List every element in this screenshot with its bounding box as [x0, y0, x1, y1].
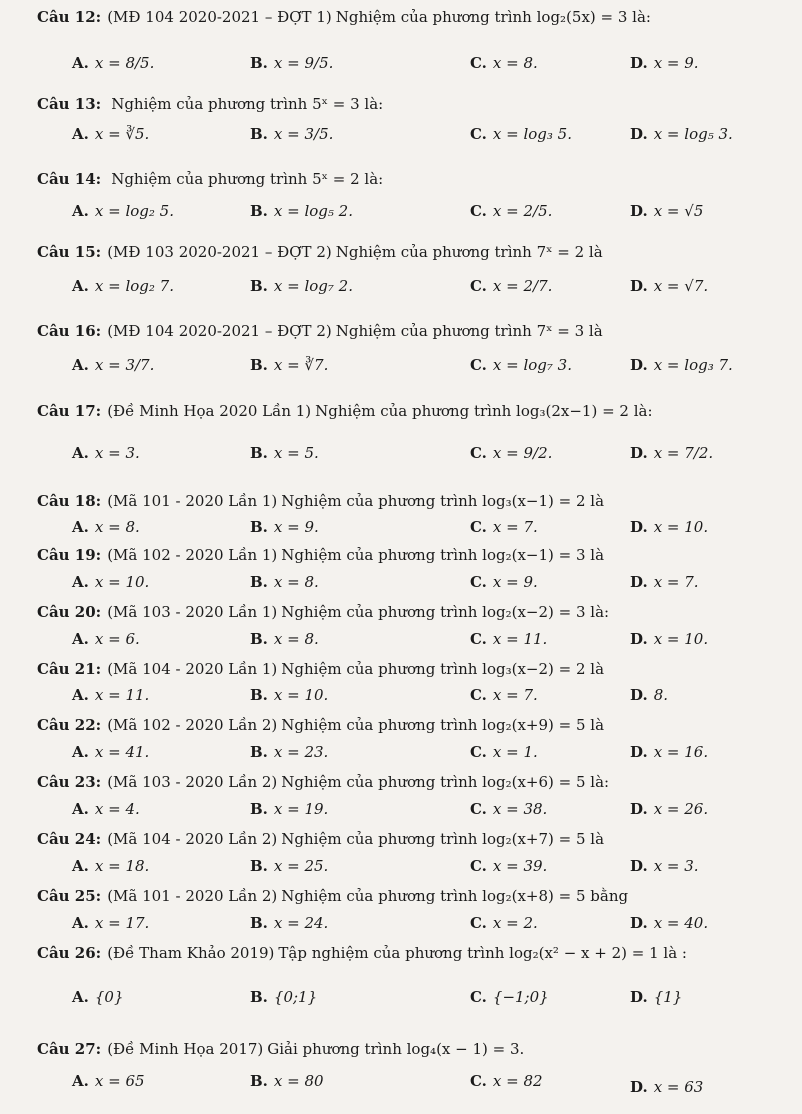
- option-b: B. x = 19.: [250, 800, 329, 818]
- question-number: Câu 23:: [37, 773, 102, 791]
- option-a: A. x = 65: [72, 1072, 145, 1090]
- option-d: D. x = 10.: [630, 630, 709, 648]
- option-a: A. x = ∛5.: [72, 125, 150, 143]
- option-c: C. x = 7.: [470, 518, 538, 536]
- option-c: C. x = 9/2.: [470, 444, 553, 462]
- question-number: Câu 25:: [37, 887, 102, 905]
- option-d: D. x = 9.: [630, 54, 699, 72]
- option-d: D. x = log₅ 3.: [630, 125, 733, 143]
- question-text: Nghiệm của phương trình 5ˣ = 2 là:: [111, 170, 384, 188]
- question-13: [0, 95, 802, 165]
- option-d: D. x = 3.: [630, 857, 699, 875]
- option-a: A. x = 4.: [72, 800, 140, 818]
- option-a: A. x = log₂ 5.: [72, 202, 174, 220]
- question-number: Câu 19:: [37, 546, 102, 564]
- option-c: C. x = 2/7.: [470, 277, 553, 295]
- option-c: C. x = log₃ 5.: [470, 125, 572, 143]
- option-b: B. x = 80: [250, 1072, 324, 1090]
- option-c: C. x = 39.: [470, 857, 548, 875]
- question-number: Câu 13:: [37, 95, 102, 113]
- option-b: B. x = 10.: [250, 686, 329, 704]
- question-number: Câu 21:: [37, 660, 102, 678]
- option-a: A. x = 10.: [72, 573, 150, 591]
- question-number: Câu 16:: [37, 322, 102, 340]
- option-c: C. x = 8.: [470, 54, 538, 72]
- option-c: C. x = 1.: [470, 743, 538, 761]
- option-b: B. x = 3/5.: [250, 125, 334, 143]
- option-c: C. x = 38.: [470, 800, 548, 818]
- question-17: [0, 402, 802, 472]
- option-d: D. x = 16.: [630, 743, 709, 761]
- option-b: B. {0;1}: [250, 988, 318, 1006]
- option-d: D. x = 40.: [630, 914, 709, 932]
- option-b: B. x = ∛7.: [250, 356, 329, 374]
- question-text: Giải phương trình log₄(x − 1) = 3.: [267, 1040, 525, 1058]
- question-source: (Mã 102 - 2020 Lần 1): [107, 546, 278, 564]
- question-source: (Mã 101 - 2020 Lần 1): [107, 492, 278, 510]
- question-number: Câu 20:: [37, 603, 102, 621]
- question-source: (Đề Tham Khảo 2019): [107, 944, 275, 962]
- option-a: A. x = 17.: [72, 914, 150, 932]
- question-16: [0, 322, 802, 392]
- option-b: B. x = 23.: [250, 743, 329, 761]
- question-text: Nghiệm của phương trình log₂(5x) = 3 là:: [335, 8, 651, 26]
- question-source: (Mã 101 - 2020 Lần 2): [107, 887, 278, 905]
- question-number: Câu 15:: [37, 243, 102, 261]
- question-text: Nghiệm của phương trình log₂(x+6) = 5 là:: [281, 773, 610, 791]
- option-b: B. x = 8.: [250, 630, 319, 648]
- question-15: [0, 243, 802, 313]
- question-text: Nghiệm của phương trình log₂(x−2) = 3 là:: [281, 603, 610, 621]
- option-a: A. x = 8.: [72, 518, 140, 536]
- option-d: D. x = 7/2.: [630, 444, 714, 462]
- question-text: Nghiệm của phương trình log₂(x+7) = 5 là: [281, 830, 605, 848]
- option-b: B. x = log₇ 2.: [250, 277, 353, 295]
- option-b: B. x = 9/5.: [250, 54, 334, 72]
- option-b: B. x = 5.: [250, 444, 319, 462]
- option-b: B. x = 25.: [250, 857, 329, 875]
- question-text: Nghiệm của phương trình 5ˣ = 3 là:: [111, 95, 384, 113]
- question-source: (Mã 103 - 2020 Lần 2): [107, 773, 278, 791]
- option-b: B. x = 24.: [250, 914, 329, 932]
- option-d: D. x = √5: [630, 202, 704, 220]
- option-c: C. x = 9.: [470, 573, 538, 591]
- question-source: (MĐ 103 2020-2021 – ĐỢT 2): [107, 243, 332, 261]
- question-text: Nghiệm của phương trình 7ˣ = 3 là: [335, 322, 603, 340]
- option-c: C. x = 11.: [470, 630, 548, 648]
- option-c: C. x = log₇ 3.: [470, 356, 572, 374]
- option-a: A. x = log₂ 7.: [72, 277, 174, 295]
- question-number: Câu 22:: [37, 716, 102, 734]
- question-14: [0, 170, 802, 240]
- question-number: Câu 17:: [37, 402, 102, 420]
- question-text: Tập nghiệm của phương trình log₂(x² − x + 2) = 1 là :: [278, 944, 687, 962]
- question-text: Nghiệm của phương trình log₃(x−2) = 2 là: [281, 660, 605, 678]
- option-a: A. {0}: [72, 988, 124, 1006]
- option-c: C. x = 2.: [470, 914, 538, 932]
- option-d: D. {1}: [630, 988, 683, 1006]
- question-source: (Đề Minh Họa 2017): [107, 1040, 264, 1058]
- question-number: Câu 24:: [37, 830, 102, 848]
- option-d: D. x = 63: [630, 1078, 704, 1096]
- question-text: Nghiệm của phương trình 7ˣ = 2 là: [335, 243, 603, 261]
- option-a: A. x = 41.: [72, 743, 150, 761]
- option-b: B. x = 9.: [250, 518, 319, 536]
- option-c: C. x = 7.: [470, 686, 538, 704]
- option-c: C. x = 2/5.: [470, 202, 553, 220]
- option-b: B. x = log₅ 2.: [250, 202, 353, 220]
- question-12: [0, 8, 802, 78]
- question-source: (Mã 104 - 2020 Lần 1): [107, 660, 278, 678]
- question-number: Câu 18:: [37, 492, 102, 510]
- question-source: (Mã 102 - 2020 Lần 2): [107, 716, 278, 734]
- question-source: (MĐ 104 2020-2021 – ĐỢT 2): [107, 322, 332, 340]
- question-source: (Đề Minh Họa 2020 Lần 1): [107, 402, 312, 420]
- question-text: Nghiệm của phương trình log₂(x+9) = 5 là: [281, 716, 605, 734]
- option-d: D. x = 7.: [630, 573, 699, 591]
- option-d: D. x = log₃ 7.: [630, 356, 733, 374]
- question-text: Nghiệm của phương trình log₃(2x−1) = 2 là:: [315, 402, 653, 420]
- option-c: C. x = 82: [470, 1072, 543, 1090]
- option-a: A. x = 18.: [72, 857, 150, 875]
- question-number: Câu 27:: [37, 1040, 102, 1058]
- question-number: Câu 26:: [37, 944, 102, 962]
- question-27: [0, 1040, 802, 1110]
- option-a: A. x = 3/7.: [72, 356, 155, 374]
- question-source: (Mã 103 - 2020 Lần 1): [107, 603, 278, 621]
- option-d: D. x = √7.: [630, 277, 709, 295]
- option-d: D. x = 26.: [630, 800, 709, 818]
- option-b: B. x = 8.: [250, 573, 319, 591]
- option-a: A. x = 3.: [72, 444, 140, 462]
- option-c: C. {−1;0}: [470, 988, 549, 1006]
- question-source: (MĐ 104 2020-2021 – ĐỢT 1): [107, 8, 332, 26]
- question-text: Nghiệm của phương trình log₂(x+8) = 5 bằng: [281, 887, 629, 905]
- option-a: A. x = 8/5.: [72, 54, 155, 72]
- option-d: D. 8.: [630, 686, 669, 704]
- option-d: D. x = 10.: [630, 518, 709, 536]
- question-text: Nghiệm của phương trình log₃(x−1) = 2 là: [281, 492, 605, 510]
- option-a: A. x = 6.: [72, 630, 140, 648]
- question-text: Nghiệm của phương trình log₂(x−1) = 3 là: [281, 546, 605, 564]
- question-number: Câu 12:: [37, 8, 102, 26]
- option-a: A. x = 11.: [72, 686, 150, 704]
- question-source: (Mã 104 - 2020 Lần 2): [107, 830, 278, 848]
- question-26: [0, 944, 802, 1014]
- question-number: Câu 14:: [37, 170, 102, 188]
